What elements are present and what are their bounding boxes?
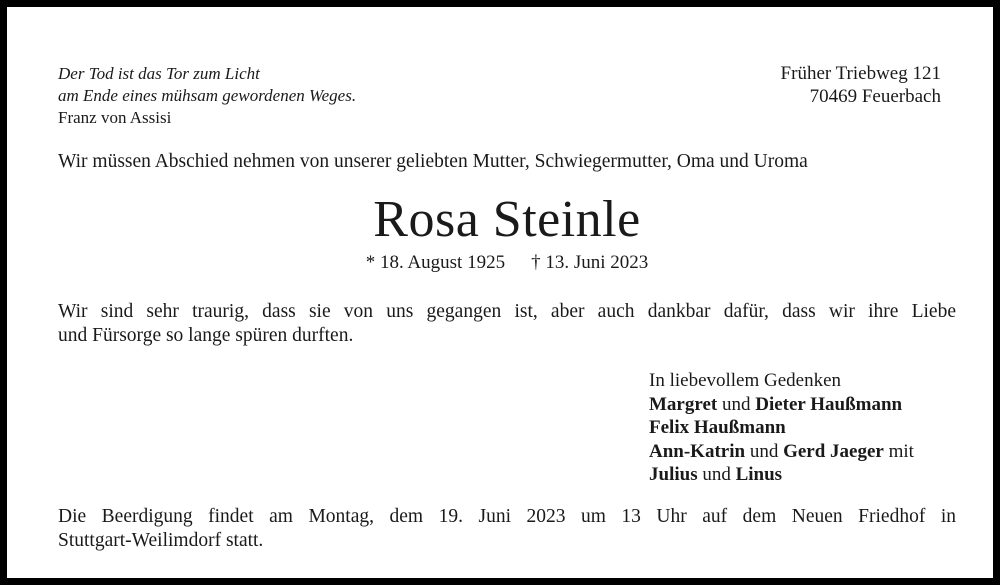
mourner-row (649, 463, 914, 487)
funeral-paragraph (58, 505, 956, 553)
address-block (781, 62, 941, 108)
intro-text: Wir müssen Abschied nehmen von unserer geliebten Mutter, Schwiegermutter, Oma und Uroma (58, 151, 808, 172)
conjunction: und (697, 464, 736, 485)
conjunction: und (717, 393, 756, 415)
mourner-row (649, 440, 914, 464)
body-line-2: und Fürsorge so lange spüren durften. (58, 325, 354, 346)
mourner-row (649, 393, 914, 417)
body-line-1: Wir sind sehr traurig, dass sie von uns gegangen ist, aber auch dankbar dafür, dass wir ihre Liebe (58, 301, 956, 322)
funeral-line-1: Die Beerdigung findet am Montag, dem 19. Juni 2023 um 13 Uhr auf dem Neuen Friedhof in (58, 506, 956, 527)
conjunction: mit (883, 440, 914, 462)
quote-author: Franz von Assisi (58, 108, 172, 127)
funeral-line-2: Stuttgart-Weilimdorf statt. (58, 530, 264, 551)
mourner-name: Linus (735, 464, 783, 485)
quote-line-1: Der Tod ist das Tor zum Licht (58, 64, 260, 83)
life-dates (7, 252, 1000, 274)
mourners-block (649, 369, 914, 487)
quote-block (58, 63, 356, 129)
address-city: 70469 Feuerbach (809, 86, 941, 107)
quote-line-2: am Ende eines mühsam gewordenen Weges. (58, 86, 357, 105)
address-street: Früher Triebweg 121 (780, 63, 941, 84)
mourner-name: Dieter Haußmann (755, 393, 903, 415)
birth-date: * 18. August 1925 (365, 252, 506, 273)
mourner-name: Margret (649, 393, 718, 415)
mourners-heading: In liebevollem Gedenken (649, 370, 842, 391)
mourner-name: Julius (649, 464, 698, 485)
mourner-name: Gerd Jaeger (783, 440, 884, 462)
mourner-name: Felix Haußmann (649, 417, 786, 438)
death-date: † 13. Juni 2023 (531, 252, 649, 273)
body-paragraph (58, 300, 956, 348)
deceased-name: Rosa Steinle (373, 191, 641, 248)
mourner-row (649, 416, 914, 440)
mourner-name: Ann-Katrin (649, 440, 746, 462)
conjunction: und (745, 440, 784, 462)
